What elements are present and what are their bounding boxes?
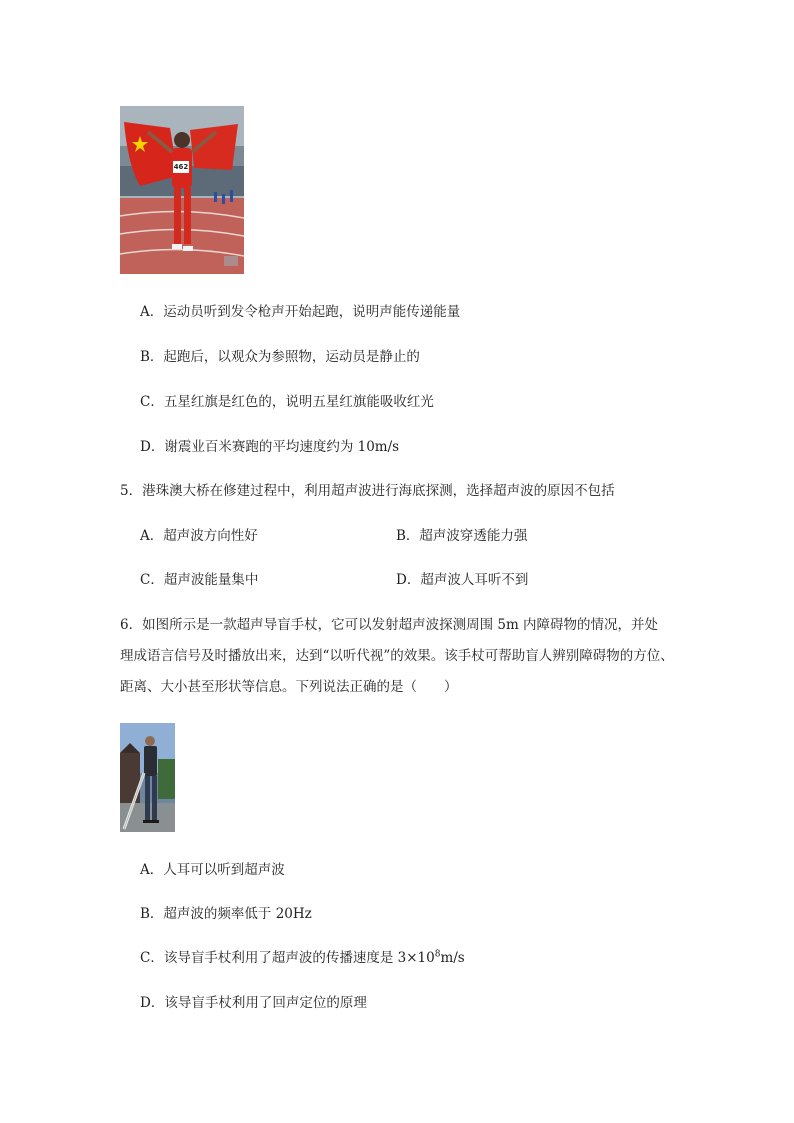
q4-option-b[interactable]: B．起跑后，以观众为参照物，运动员是静止的 <box>140 349 420 365</box>
q4-option-c[interactable]: C．五星红旗是红色的，说明五星红旗能吸收红光 <box>140 394 434 410</box>
q4-option-a[interactable]: A．运动员听到发令枪声开始起跑，说明声能传递能量 <box>140 304 461 320</box>
q5-stem: 5．港珠澳大桥在修建过程中，利用超声波进行海底探测，选择超声波的原因不包括 <box>120 483 615 499</box>
q6-option-d[interactable]: D．该导盲手杖利用了回声定位的原理 <box>140 995 367 1011</box>
q6-option-a[interactable]: A．人耳可以听到超声波 <box>140 862 285 878</box>
q5-option-a[interactable]: A．超声波方向性好 <box>140 528 258 544</box>
q6-stem-line-3: 距离、大小甚至形状等信息。下列说法正确的是（ ） <box>120 679 458 695</box>
q5-option-c[interactable]: C．超声波能量集中 <box>140 572 259 588</box>
q4-option-d[interactable]: D．谢震业百米赛跑的平均速度约为 10m/s <box>140 439 400 455</box>
q6-option-c-unit: m/s <box>440 950 465 966</box>
athlete-with-flag-photo <box>120 106 244 274</box>
q6-option-b[interactable]: B．超声波的频率低于 20Hz <box>140 906 312 922</box>
bib-number: 462 <box>173 163 189 171</box>
q6-stem-line-2: 理成语言信号及时播放出来，达到“以听代视”的效果。该手杖可帮助盲人辨别障碍物的方位、 <box>120 648 674 664</box>
q6-stem-line-1: 6．如图所示是一款超声导盲手杖，它可以发射超声波探测周围 5m 内障碍物的情况，并处 <box>120 617 659 633</box>
man-with-cane-photo <box>120 723 175 832</box>
q6-option-c-text: C．该导盲手杖利用了超声波的传播速度是 3×10 <box>140 950 435 966</box>
q6-option-c[interactable] <box>140 948 465 968</box>
q5-option-d[interactable]: D．超声波人耳听不到 <box>396 572 529 588</box>
q6-option-c-exponent: 8 <box>434 949 441 960</box>
q5-option-b[interactable]: B．超声波穿透能力强 <box>396 528 528 544</box>
